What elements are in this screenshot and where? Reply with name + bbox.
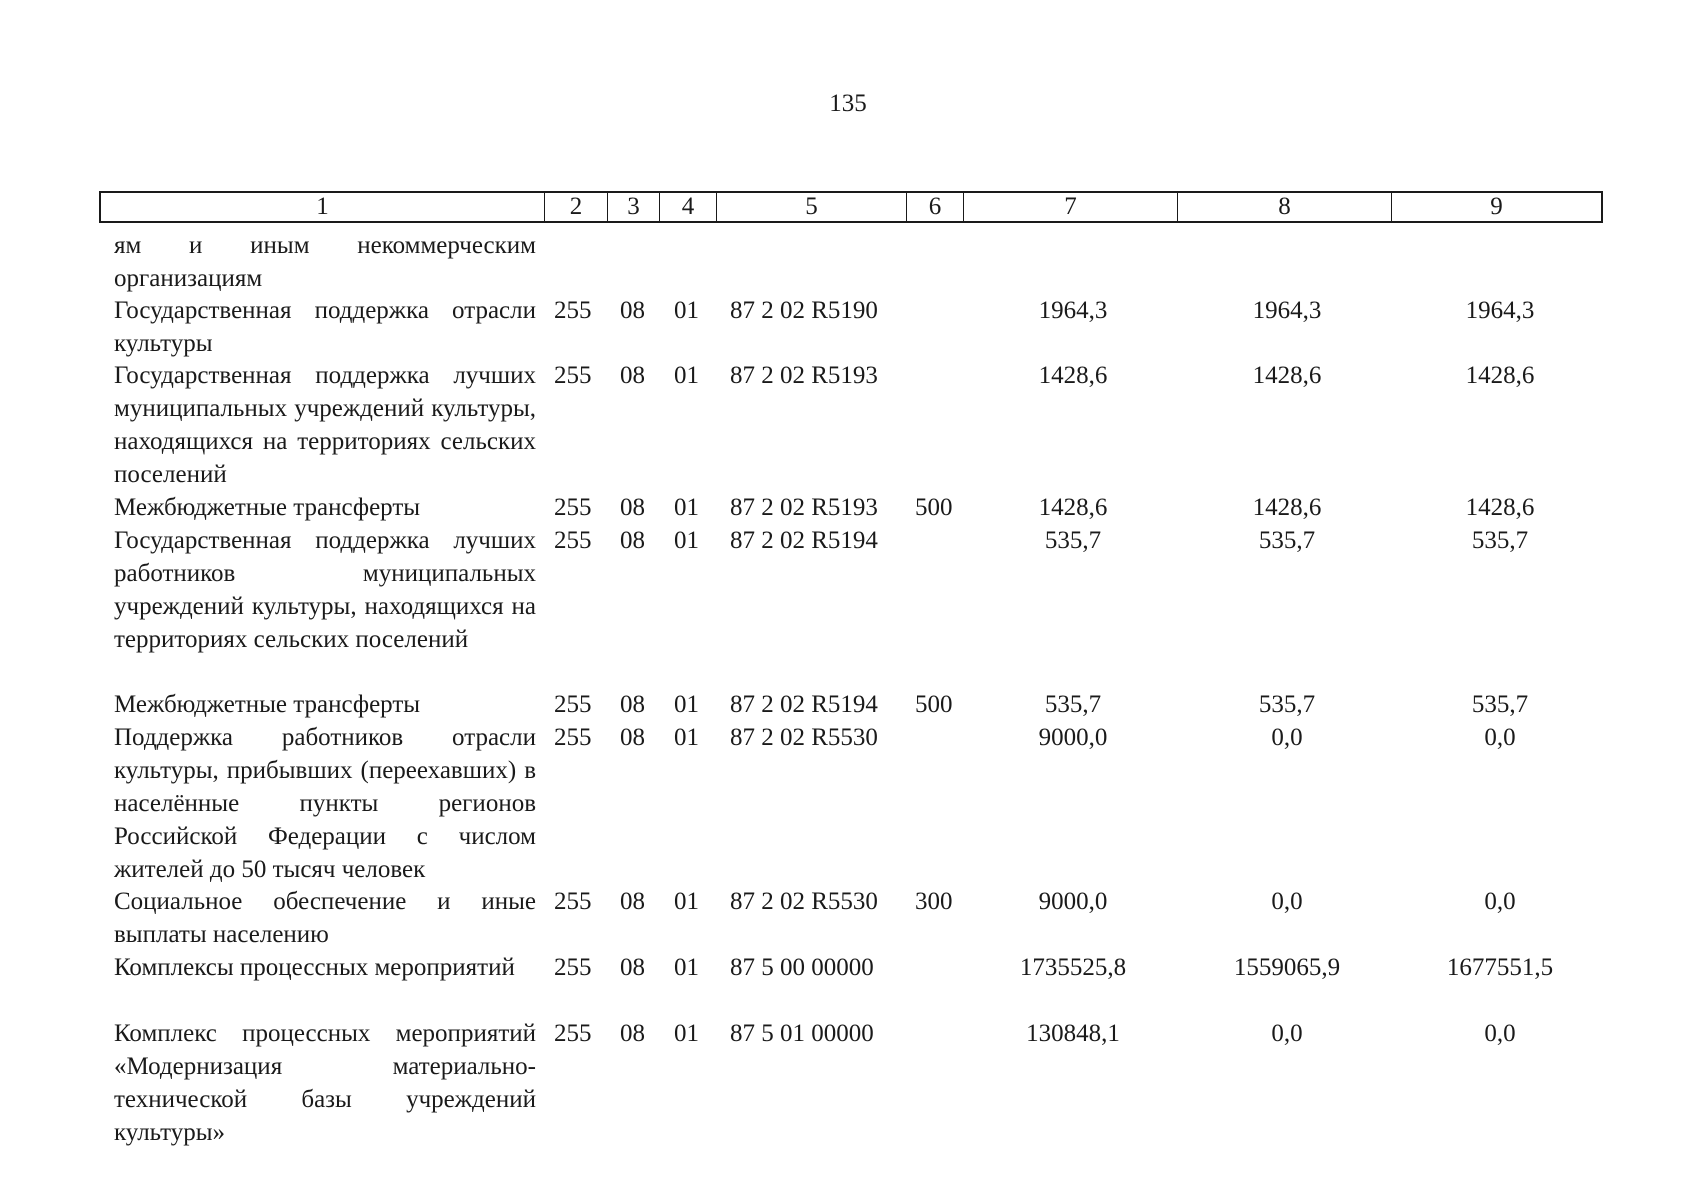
cell-col-7: 535,7 (1044, 691, 1102, 718)
cell-col-8: 1559065,9 (1233, 954, 1341, 981)
row-name: Комплексы процессных мероприятий (114, 954, 515, 981)
header-col-8: 8 (1178, 193, 1392, 221)
row-name: ям и иным некоммерческим организациям (114, 232, 536, 292)
row-name: Межбюджетные трансферты (114, 494, 421, 521)
row-name: Государственная поддержка отрасли культуры (114, 297, 536, 357)
header-col-9: 9 (1490, 193, 1503, 220)
cell-col-7: 9000,0 (1038, 724, 1108, 751)
cell-col-5: 87 5 01 00000 (730, 1020, 874, 1047)
cell-col-4: 01 (674, 724, 699, 751)
cell-col-9: 535,7 (1471, 527, 1529, 554)
cell-col-4: 01 (674, 494, 699, 521)
cell-col-3: 08 (620, 691, 645, 718)
cell-col-3: 08 (620, 362, 645, 389)
cell-col-5: 87 2 02 R5194 (730, 527, 878, 554)
table-header (99, 191, 1603, 223)
cell-col-7: 1964,3 (1038, 297, 1108, 324)
cell-col-7: 535,7 (1044, 527, 1102, 554)
cell-col-4: 01 (674, 888, 699, 915)
cell-col-7: 9000,0 (1038, 888, 1108, 915)
cell-col-2: 255 (554, 494, 592, 521)
cell-col-8: 0,0 (1271, 1020, 1303, 1047)
row-name: Государственная поддержка лучших муниципальных учреждений культуры, находящихся на территориях сельских поселений (114, 362, 536, 488)
cell-col-5: 87 2 02 R5193 (730, 362, 878, 389)
cell-col-9: 535,7 (1471, 691, 1529, 718)
header-col-6: 6 (907, 193, 964, 221)
cell-col-6: 500 (915, 691, 953, 718)
row-name: Поддержка работников отрасли культуры, прибывших (переехавших) в населённые пункты регионов Российской Федерации с числом жителей до 50 тысяч человек (114, 724, 536, 883)
cell-col-5: 87 2 02 R5194 (730, 691, 878, 718)
cell-col-8: 535,7 (1258, 527, 1316, 554)
cell-col-2: 255 (554, 888, 592, 915)
cell-col-9: 0,0 (1484, 888, 1516, 915)
cell-col-5: 87 2 02 R5530 (730, 724, 878, 751)
cell-col-6: 500 (915, 494, 953, 521)
cell-col-9: 1428,6 (1465, 494, 1535, 521)
header-col-7: 7 (964, 193, 1178, 221)
row-name: Социальное обеспечение и иные выплаты населению (114, 888, 536, 948)
cell-col-3: 08 (620, 494, 645, 521)
cell-col-5: 87 2 02 R5190 (730, 297, 878, 324)
cell-col-2: 255 (554, 362, 592, 389)
cell-col-4: 01 (674, 527, 699, 554)
cell-col-9: 1428,6 (1465, 362, 1535, 389)
cell-col-9: 1677551,5 (1446, 954, 1554, 981)
row-name: Комплекс процессных мероприятий «Модернизация материально-технической базы учреждений культуры» (114, 1020, 536, 1146)
cell-col-2: 255 (554, 954, 592, 981)
cell-col-4: 01 (674, 954, 699, 981)
cell-col-8: 1428,6 (1252, 362, 1322, 389)
cell-col-3: 08 (620, 1020, 645, 1047)
cell-col-4: 01 (674, 362, 699, 389)
cell-col-7: 1735525,8 (1019, 954, 1127, 981)
cell-col-2: 255 (554, 1020, 592, 1047)
cell-col-8: 1428,6 (1252, 494, 1322, 521)
cell-col-9: 0,0 (1484, 724, 1516, 751)
cell-col-8: 535,7 (1258, 691, 1316, 718)
header-col-3: 3 (608, 193, 660, 221)
cell-col-3: 08 (620, 954, 645, 981)
header-col-2: 2 (545, 193, 608, 221)
cell-col-7: 1428,6 (1038, 362, 1108, 389)
cell-col-3: 08 (620, 888, 645, 915)
cell-col-4: 01 (674, 1020, 699, 1047)
cell-col-5: 87 2 02 R5193 (730, 494, 878, 521)
cell-col-3: 08 (620, 297, 645, 324)
page-number: 135 (829, 90, 867, 117)
cell-col-8: 0,0 (1271, 724, 1303, 751)
cell-col-7: 1428,6 (1038, 494, 1108, 521)
cell-col-5: 87 2 02 R5530 (730, 888, 878, 915)
cell-col-2: 255 (554, 691, 592, 718)
cell-col-2: 255 (554, 724, 592, 751)
row-name: Государственная поддержка лучших работников муниципальных учреждений культуры, находящихся на территориях сельских поселений (114, 527, 536, 653)
cell-col-4: 01 (674, 691, 699, 718)
cell-col-3: 08 (620, 527, 645, 554)
cell-col-3: 08 (620, 724, 645, 751)
header-col-4: 4 (660, 193, 717, 221)
header-col-1: 1 (101, 193, 545, 221)
cell-col-2: 255 (554, 527, 592, 554)
row-name: Межбюджетные трансферты (114, 691, 421, 718)
cell-col-8: 1964,3 (1252, 297, 1322, 324)
cell-col-7: 130848,1 (1026, 1020, 1120, 1047)
cell-col-6: 300 (915, 888, 953, 915)
cell-col-5: 87 5 00 00000 (730, 954, 874, 981)
cell-col-9: 1964,3 (1465, 297, 1535, 324)
cell-col-8: 0,0 (1271, 888, 1303, 915)
cell-col-4: 01 (674, 297, 699, 324)
cell-col-9: 0,0 (1484, 1020, 1516, 1047)
header-col-5: 5 (717, 193, 907, 221)
cell-col-2: 255 (554, 297, 592, 324)
